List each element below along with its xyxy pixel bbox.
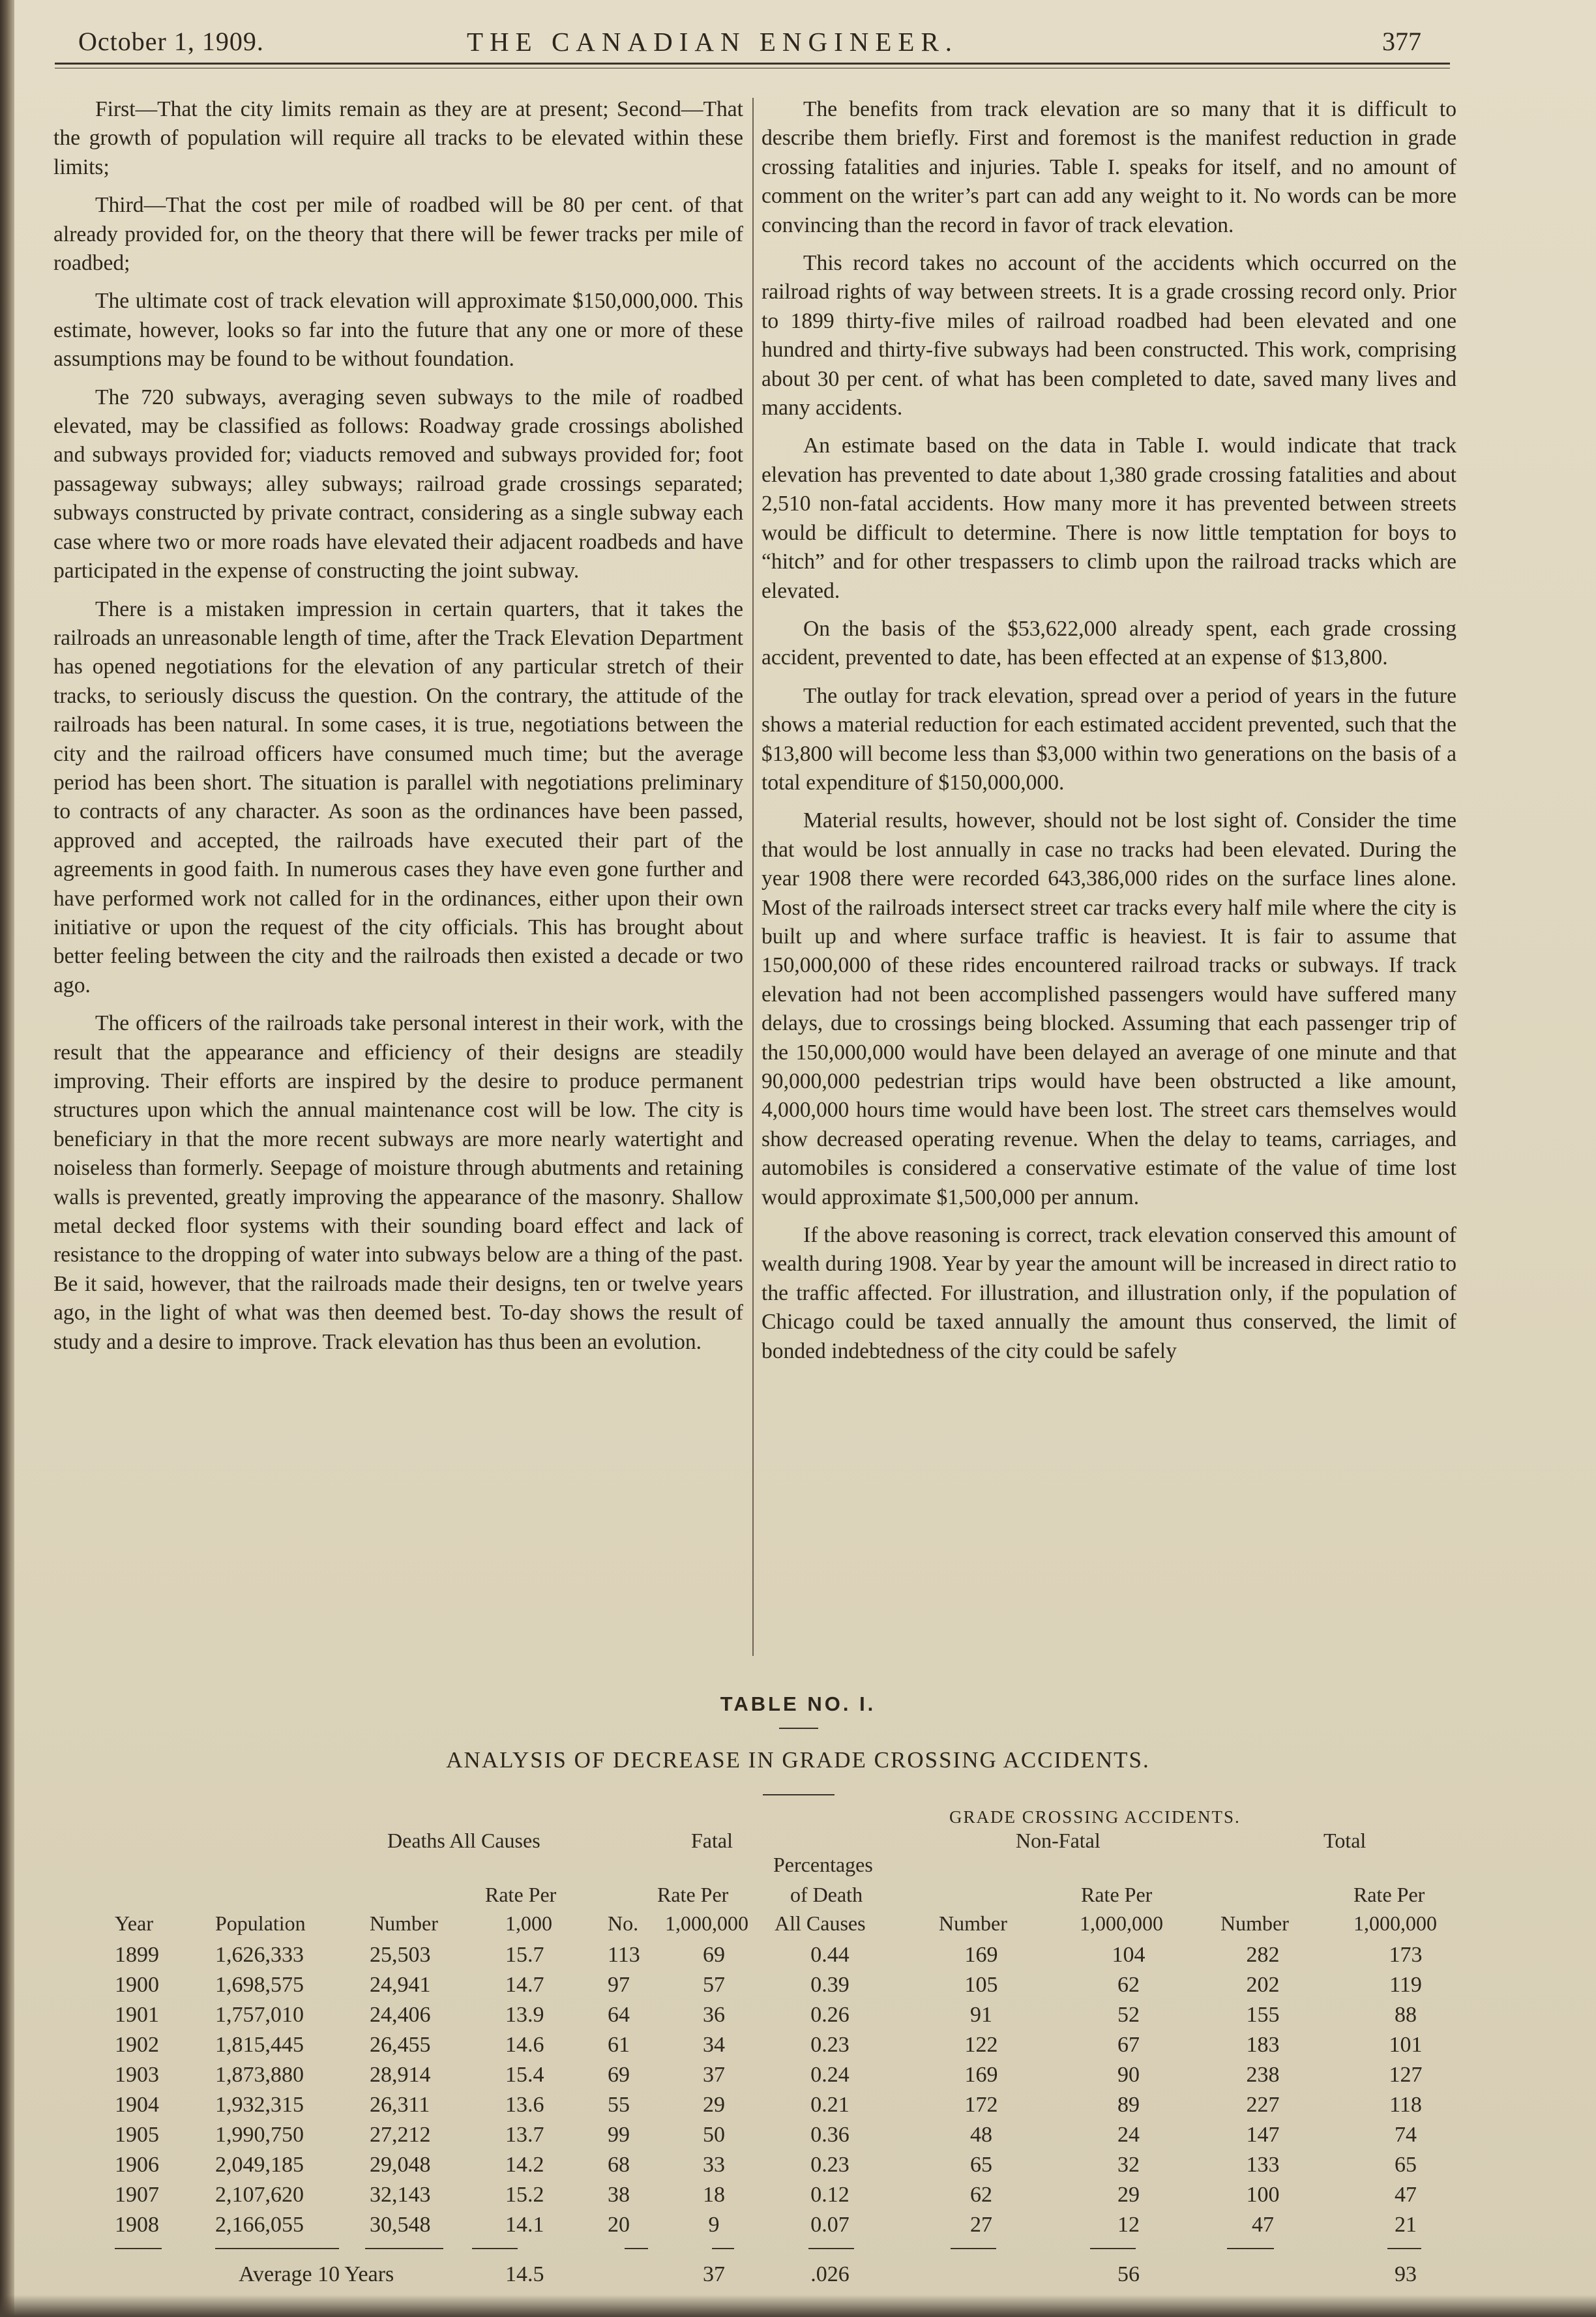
table-cell: 55 [608, 2093, 630, 2117]
table-rule [1387, 2248, 1421, 2249]
column-header: Population [215, 1911, 306, 1935]
table-cell: 0.23 [810, 2033, 850, 2057]
table-cell: 30,548 [370, 2213, 431, 2237]
table-cell: 1,757,010 [215, 2003, 304, 2027]
table-cell: 169 [964, 2063, 998, 2087]
table-rule [1227, 2248, 1274, 2249]
table-cell: 90 [1117, 2063, 1140, 2087]
table-cell: 24 [1117, 2123, 1140, 2147]
table-cell: 15.2 [505, 2183, 544, 2207]
table-cell: 14.1 [505, 2213, 544, 2237]
column-header: Number [1220, 1911, 1289, 1935]
paragraph: The benefits from track elevation are so many that it is difficult to describe them briefly. First and foremost is the manifest reduction in grade crossing fatalities and injuries. Table I. speaks for itself, and no amount of comment on the writer’s part can add any weight to it. No words can be more convincing than the record in favor of track elevation. [761, 97, 1456, 237]
table-cell: 0.21 [810, 2093, 850, 2117]
table-cell: 133 [1246, 2153, 1280, 2177]
table-cell: 47 [1395, 2183, 1417, 2207]
column-header: Number [939, 1911, 1007, 1935]
table-cell: 1900 [115, 1973, 159, 1997]
table-cell: 2,166,055 [215, 2213, 304, 2237]
table-cell: 227 [1246, 2093, 1280, 2117]
table-cell: 127 [1389, 2063, 1423, 2087]
column-header: 1,000 [505, 1911, 552, 1935]
table-cell: 0.26 [810, 2003, 850, 2027]
table-cell: 1907 [115, 2183, 159, 2207]
table-cell: 0.44 [810, 1943, 850, 1967]
table-cell: 113 [608, 1943, 640, 1967]
column-header: Year [115, 1911, 153, 1935]
header-nonfatal: Non-Fatal [1016, 1829, 1101, 1852]
table-rule [365, 2248, 443, 2249]
table-cell: 64 [608, 2003, 630, 2027]
table-cell: 25,503 [370, 1943, 431, 1967]
table-cell: 119 [1389, 1973, 1422, 1997]
column-header: All Causes [775, 1911, 866, 1935]
table-cell: 155 [1246, 2003, 1280, 2027]
subtitle-rule [763, 1794, 835, 1795]
paragraph: First—That the city limits remain as they are at present; Second—That the growth of population will require all tracks to be elevated within these limits; [53, 97, 743, 179]
header-rate-per: Rate Per [657, 1883, 729, 1906]
table-cell: 65 [970, 2153, 992, 2177]
paragraph: The 720 subways, averaging seven subways to the mile of roadbed elevated, may be classified as follows: Roadway grade crossings abolished and subways provided for; viaducts removed and subways provided for; foot passageway subways; alley subways; railroad grade crossings separated; subways constructed by private contract, considering as a single subway each case where two or more roads have elevated their adjacent roadbeds and have participated in the expense of constructing the joint subway. [53, 385, 743, 583]
table-cell: 2,107,620 [215, 2183, 304, 2207]
table-cell: 29 [1117, 2183, 1140, 2207]
table-cell: 32 [1117, 2153, 1140, 2177]
table-cell: 1906 [115, 2153, 159, 2177]
column-header: 1,000,000 [665, 1911, 748, 1935]
average-cell: .026 [810, 2262, 850, 2286]
table-cell: 29,048 [370, 2153, 431, 2177]
table-cell: 48 [970, 2123, 992, 2147]
table-subtitle: ANALYSIS OF DECREASE IN GRADE CROSSING ACCIDENTS. [446, 1747, 1150, 1773]
table-cell: 202 [1246, 1973, 1280, 1997]
table-rule [951, 2248, 996, 2249]
journal-title: THE CANADIAN ENGINEER. [467, 27, 959, 57]
average-cell: 37 [703, 2262, 725, 2286]
table-cell: 105 [964, 1973, 998, 1997]
paragraph: An estimate based on the data in Table I. would indicate that track elevation has prevented to date about 1,380 grade crossing fatalities and about 2,510 non-fatal accidents. How many more it has prevented between streets would be difficult to determine. There is now little temptation for boys to “hitch” and for other trespassers to climb upon the railroad tracks which are elevated. [761, 434, 1456, 603]
page-bottom-shadow [0, 2295, 1596, 2317]
table-cell: 15.7 [505, 1943, 544, 1967]
average-cell: 93 [1395, 2262, 1417, 2286]
table-cell: 1904 [115, 2093, 159, 2117]
table-cell: 88 [1395, 2003, 1417, 2027]
table-rule [1090, 2248, 1136, 2249]
table-cell: 1,626,333 [215, 1943, 304, 1967]
title-rule [779, 1728, 818, 1729]
table-cell: 65 [1395, 2153, 1417, 2177]
table-cell: 1,698,575 [215, 1973, 304, 1997]
table-cell: 68 [608, 2153, 630, 2177]
table-cell: 20 [608, 2213, 630, 2237]
table-cell: 14.7 [505, 1973, 544, 1997]
paragraph: The officers of the railroads take personal interest in their work, with the result that the appearance and efficiency of their designs are steadily improving. Their efforts are inspired by the desire to produce permanent structures upon which the annual maintenance cost will be low. The city is beneficiary in that the more recent subways are more nearly watertight and noiseless than formerly. Seepage of moisture through abutments and retaining walls is prevented, greatly improving the appearance of the masonry. Shallow metal decked floor systems with their sounding board effect and lack of resistance to the dropping of water into subways below are a thing of the past. Be it said, however, that the railroads made their designs, ten or twelve years ago, in the light of what was then deemed best. To-day shows the result of study and a desire to improve. Track elevation has thus been an evolution. [53, 1011, 743, 1354]
table-rule [215, 2248, 339, 2249]
table-cell: 1899 [115, 1943, 159, 1967]
column-header: 1,000,000 [1080, 1911, 1163, 1935]
table-cell: 62 [1117, 1973, 1140, 1997]
table-cell: 118 [1389, 2093, 1422, 2117]
table-cell: 27 [970, 2213, 992, 2237]
binding-edge [0, 0, 14, 2317]
header-percentages: Percentages [773, 1853, 873, 1876]
header-of-death: of Death [790, 1883, 863, 1906]
table-cell: 52 [1117, 2003, 1140, 2027]
table-cell: 183 [1246, 2033, 1280, 2057]
table-cell: 74 [1395, 2123, 1417, 2147]
header-rule [55, 63, 1450, 65]
table-cell: 1902 [115, 2033, 159, 2057]
table-cell: 2,049,185 [215, 2153, 304, 2177]
table-cell: 26,455 [370, 2033, 431, 2057]
header-total: Total [1323, 1829, 1367, 1852]
table-cell: 173 [1389, 1943, 1423, 1967]
column-header: No. [608, 1911, 639, 1935]
paragraph: If the above reasoning is correct, track elevation conserved this amount of wealth during 1908. Year by year the amount will be increased in direct ratio to the traffic affected. For illustration, and illustration only, if the population of Chicago could be taxed annually the amount thus conserved, the limit of bonded indebtedness of the city could be safely [761, 1223, 1456, 1363]
table-cell: 50 [703, 2123, 725, 2147]
table-cell: 14.6 [505, 2033, 544, 2057]
paragraph: This record takes no account of the accidents which occurred on the railroad rights of way between streets. It is a grade crossing record only. Prior to 1899 thirty-five miles of railroad roadbed had been elevated and one hundred and thirty-five subways had been constructed. This work, comprising about 30 per cent. of what has been completed to date, saved many lives and many accidents. [761, 251, 1456, 421]
header-fatal: Fatal [691, 1829, 733, 1852]
paragraph: Material results, however, should not be lost sight of. Consider the time that would be lost annually in case no tracks had been elevated. During the year 1908 there were recorded 643,386,000 rides on the surface lines alone. Most of the railroads intersect street car tracks every half mile where the city is built up and where surface traffic is heaviest. It is fair to assume that 150,000,000 of these rides encountered railroad tracks or subways. If track elevation had not been accomplished passengers would have suffered many delays, due to crossings being blocked. Assuming that each passenger trip of the 150,000,000 would have been delayed an average of one minute and that 90,000,000 pedestrian trips would have been obstructed a like amount, 4,000,000 hours time would have been lost. The street cars themselves would show decreased operating revenue. When the delay to teams, carriages, and automobiles is considered a conservative estimate of the value of time lost would approximate $1,500,000 per annum. [761, 808, 1456, 1209]
table-cell: 282 [1246, 1943, 1280, 1967]
table-cell: 67 [1117, 2033, 1140, 2057]
table-cell: 147 [1246, 2123, 1280, 2147]
column-header: 1,000,000 [1353, 1911, 1437, 1935]
average-cell: 56 [1117, 2262, 1140, 2286]
table-cell: 24,941 [370, 1973, 431, 1997]
table-cell: 1,873,880 [215, 2063, 304, 2087]
table-cell: 27,212 [370, 2123, 431, 2147]
header-rate-per: Rate Per [485, 1883, 557, 1906]
page-number: 377 [1382, 27, 1421, 56]
table-cell: 21 [1395, 2213, 1417, 2237]
table-cell: 24,406 [370, 2003, 431, 2027]
table-cell: 91 [970, 2003, 992, 2027]
table-cell: 33 [703, 2153, 725, 2177]
table-cell: 32,143 [370, 2183, 431, 2207]
running-header [78, 26, 1460, 65]
table-cell: 57 [703, 1973, 725, 1997]
table-cell: 37 [703, 2063, 725, 2087]
table-cell: 9 [708, 2213, 720, 2237]
paragraph: The outlay for track elevation, spread over a period of years in the future shows a material reduction for each estimated accident prevented, such that the $13,800 will become less than $3,000 within two generations on the basis of a total expenditure of $150,000,000. [761, 683, 1456, 795]
table-cell: 38 [608, 2183, 630, 2207]
table-cell: 1,932,315 [215, 2093, 304, 2117]
table-cell: 97 [608, 1973, 630, 1997]
table-title: TABLE NO. I. [720, 1692, 876, 1715]
left-column [53, 95, 743, 1366]
group-header: GRADE CROSSING ACCIDENTS. [949, 1807, 1241, 1827]
table-cell: 122 [964, 2033, 998, 2057]
header-rate-per: Rate Per [1081, 1883, 1153, 1906]
table-cell: 69 [703, 1943, 725, 1967]
table-cell: 1901 [115, 2003, 159, 2027]
table-cell: 34 [703, 2033, 725, 2057]
header-rate-per: Rate Per [1353, 1883, 1425, 1906]
table-cell: 69 [608, 2063, 630, 2087]
table-cell: 1,815,445 [215, 2033, 304, 2057]
table-cell: 0.24 [810, 2063, 850, 2087]
table-cell: 13.7 [505, 2123, 544, 2147]
right-column [761, 95, 1456, 1375]
table-cell: 13.9 [505, 2003, 544, 2027]
table-cell: 0.36 [810, 2123, 850, 2147]
table-rule [472, 2248, 518, 2249]
table-cell: 238 [1246, 2063, 1280, 2087]
paragraph: The ultimate cost of track elevation will approximate $150,000,000. This estimate, however, looks so far into the future that any one or more of these assumptions may be found to be without foundation. [53, 289, 743, 372]
table-cell: 28,914 [370, 2063, 431, 2087]
average-label: Average 10 Years [239, 2262, 394, 2286]
paragraph: On the basis of the $53,622,000 already spent, each grade crossing accident, prevented to date, has been effected at an expense of $13,800. [761, 616, 1456, 670]
table-cell: 47 [1252, 2213, 1274, 2237]
table-cell: 101 [1389, 2033, 1423, 2057]
table-cell: 1903 [115, 2063, 159, 2087]
table-cell: 15.4 [505, 2063, 544, 2087]
table-rule [808, 2248, 854, 2249]
column-divider [752, 98, 754, 1656]
table-cell: 1905 [115, 2123, 159, 2147]
table-cell: 13.6 [505, 2093, 544, 2117]
table-cell: 0.07 [810, 2213, 850, 2237]
table-cell: 169 [964, 1943, 998, 1967]
table-cell: 0.23 [810, 2153, 850, 2177]
table-rule [712, 2248, 734, 2249]
average-cell: 14.5 [505, 2262, 544, 2286]
table-cell: 29 [703, 2093, 725, 2117]
table-cell: 26,311 [370, 2093, 430, 2117]
table-cell: 100 [1246, 2183, 1280, 2207]
table-rule [625, 2248, 648, 2249]
issue-date: October 1, 1909. [78, 27, 264, 56]
table-cell: 18 [703, 2183, 725, 2207]
table-cell: 12 [1117, 2213, 1140, 2237]
table-cell: 62 [970, 2183, 992, 2207]
table-cell: 104 [1112, 1943, 1145, 1967]
paragraph: Third—That the cost per mile of roadbed will be 80 per cent. of that already provided for, on the theory that there will be fewer tracks per mile of roadbed; [53, 193, 743, 276]
table-cell: 1908 [115, 2213, 159, 2237]
table-cell: 14.2 [505, 2153, 544, 2177]
header-deaths: Deaths All Causes [387, 1829, 540, 1852]
table-cell: 172 [964, 2093, 998, 2117]
table-cell: 99 [608, 2123, 630, 2147]
table-cell: 0.12 [810, 2183, 850, 2207]
table-rule [115, 2248, 162, 2249]
column-header: Number [370, 1911, 438, 1935]
table-cell: 61 [608, 2033, 630, 2057]
table-cell: 0.39 [810, 1973, 850, 1997]
table-cell: 89 [1117, 2093, 1140, 2117]
paragraph: There is a mistaken impression in certain quarters, that it takes the railroads an unreasonable length of time, after the Track Elevation Department has opened negotiations for the elevation of any particular stretch of their tracks, to seriously discuss the question. On the contrary, the attitude of the railroads has been natural. In some cases, it is true, negotiations between the city and the railroad officers have consumed much time; but the average period has been short. The situation is parallel with negotiations preliminary to contracts of any character. As soon as the ordinances have been passed, approved and accepted, the railroads have executed their part of the agreements in good faith. In numerous cases they have even gone further and have performed work not called for in the ordinances, either upon their own initiative or upon the request of the city officials. This has brought about better feeling between the city and the railroads then existed a decade or two ago. [53, 597, 743, 997]
table-cell: 36 [703, 2003, 725, 2027]
table-cell: 1,990,750 [215, 2123, 304, 2147]
